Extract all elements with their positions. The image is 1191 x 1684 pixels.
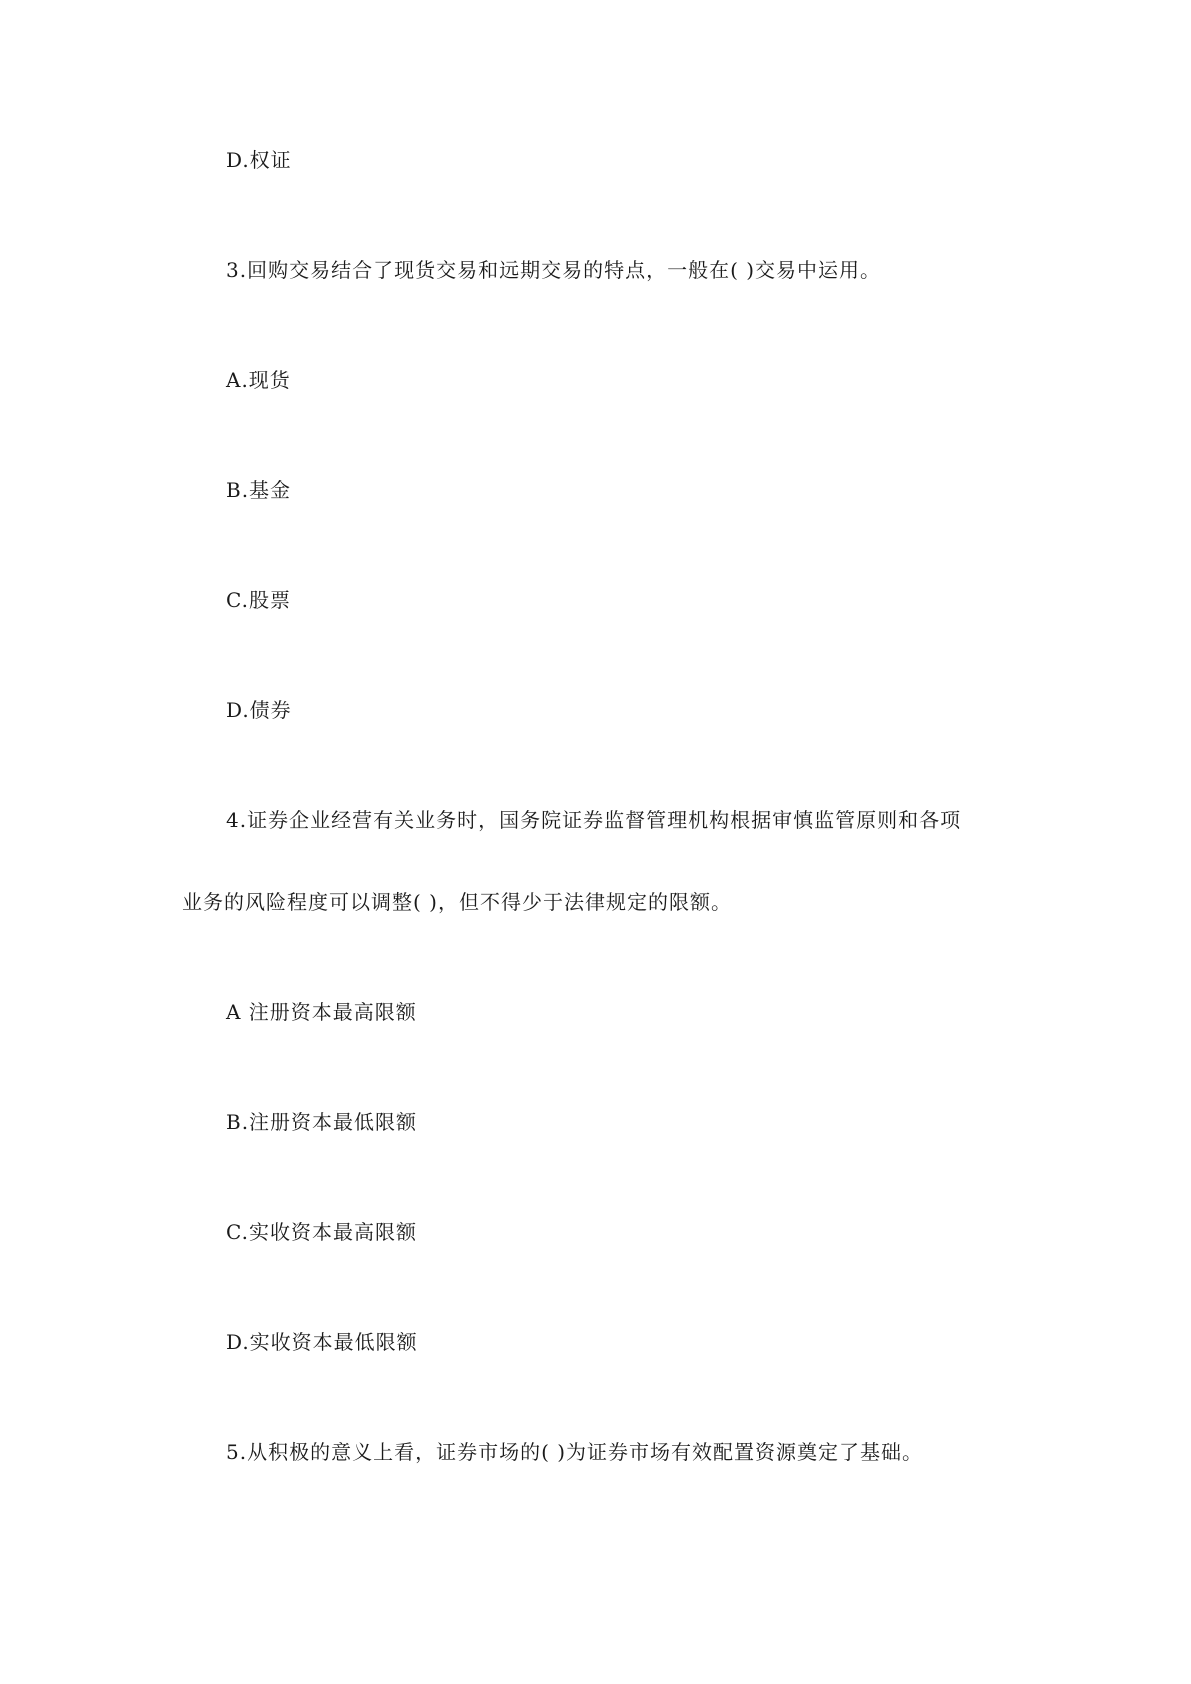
option-d-q3: D.债券 <box>226 698 292 722</box>
question-3: 3.回购交易结合了现货交易和远期交易的特点，一般在( )交易中运用。 <box>226 258 882 282</box>
option-b-q3: B.基金 <box>226 478 292 502</box>
option-a-q3: A.现货 <box>226 368 291 392</box>
question-4-line-2: 业务的风险程度可以调整( )，但不得少于法律规定的限额。 <box>182 890 732 914</box>
option-c-q4: C.实收资本最高限额 <box>226 1220 417 1244</box>
question-5: 5.从积极的意义上看，证券市场的( )为证券市场有效配置资源奠定了基础。 <box>226 1440 924 1464</box>
option-d-q4: D.实收资本最低限额 <box>226 1330 418 1354</box>
question-4-line-1: 4.证券企业经营有关业务时，国务院证券监督管理机构根据审慎监管原则和各项 <box>226 808 962 832</box>
option-b-q4: B.注册资本最低限额 <box>226 1110 418 1134</box>
option-a-q4: A 注册资本最高限额 <box>226 1000 417 1024</box>
option-d-q2: D.权证 <box>226 148 292 172</box>
option-c-q3: C.股票 <box>226 588 291 612</box>
